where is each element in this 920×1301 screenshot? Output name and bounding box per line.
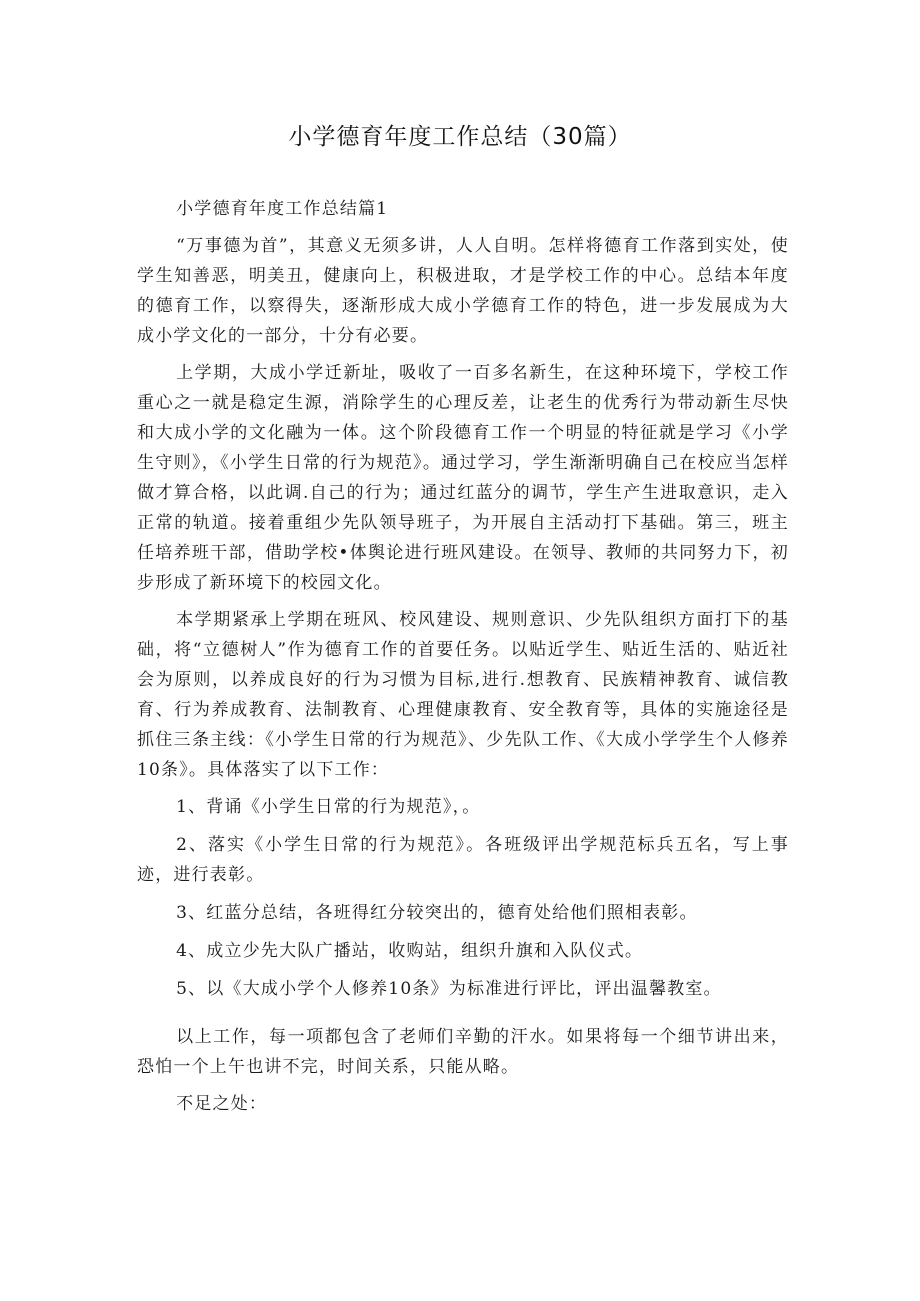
paragraph-closing: 以上工作，每一项都包含了老师们辛勤的汗水。如果将每一个细节讲出来，恐怕一个上午也讲不完，时间关系，只能从略。 [137, 1027, 789, 1077]
list-item: 3、红蓝分总结，各班得红分较突出的，德育处给他们照相表彰。 [176, 903, 698, 923]
list-item: 5、以《大成小学个人修养10条》为标准进行评比，评出温馨教室。 [176, 979, 722, 999]
list-item: 4、成立少先大队广播站，收购站，组织升旗和入队仪式。 [176, 941, 644, 961]
shortcomings-heading: 不足之处： [176, 1094, 268, 1114]
list-item: 1、背诵《小学生日常的行为规范》，。 [176, 797, 481, 817]
paragraph-intro: “万事德为首”，其意义无须多讲，人人自明。怎样将德育工作落到实处，使学生知善恶，明美丑，健康向上，积极进取，才是学校工作的中心。总结本年度的德育工作，以察得失，逐渐形成大成小学德育工作的特色，进一步发展成为大成小学文化的一部分，十分有必要。 [137, 236, 789, 346]
paragraph-this-semester: 本学期紧承上学期在班风、校风建设、规则意识、少先队组织方面打下的基础，将“立德树人”作为德育工作的首要任务。以贴近学生、贴近生活的、贴近社会为原则，以养成良好的行为习惯为目标,进行.想教育、民族精神教育、诚信教育、行为养成教育、法制教育、心理健康教育、安全教育等，具体的实施途径是抓住三条主线：《小学生日常的行为规范》、少先队工作、《大成小学学生个人修养10条》。具体落实了以下工作： [137, 610, 789, 780]
document-title: 小学德育年度工作总结（30篇） [288, 124, 632, 150]
paragraph-last-semester: 上学期，大成小学迁新址，吸收了一百多名新生，在这种环境下，学校工作重心之一就是稳定生源，消除学生的心理反差，让老生的优秀行为带动新生尽快和大成小学的文化融为一体。这个阶段德育工作一个明显的特征就是学习《小学生守则》，《小学生日常的行为规范》。通过学习，学生渐渐明确自己在校应当怎样做才算合格，以此调.自己的行为；通过红蓝分的调节，学生产生进取意识，走入正常的轨道。接着重组少先队领导班子，为开展自主活动打下基础。第三，班主任培养班干部，借助学校•体舆论进行班风建设。在领导、教师的共同努力下，初步形成了新环境下的校园文化。 [137, 363, 789, 593]
section-heading: 小学德育年度工作总结篇1 [176, 199, 389, 219]
document-body [137, 194, 789, 1126]
list-item: 2、落实《小学生日常的行为规范》。各班级评出学规范标兵五名，写上事迹，进行表彰。 [137, 835, 789, 885]
